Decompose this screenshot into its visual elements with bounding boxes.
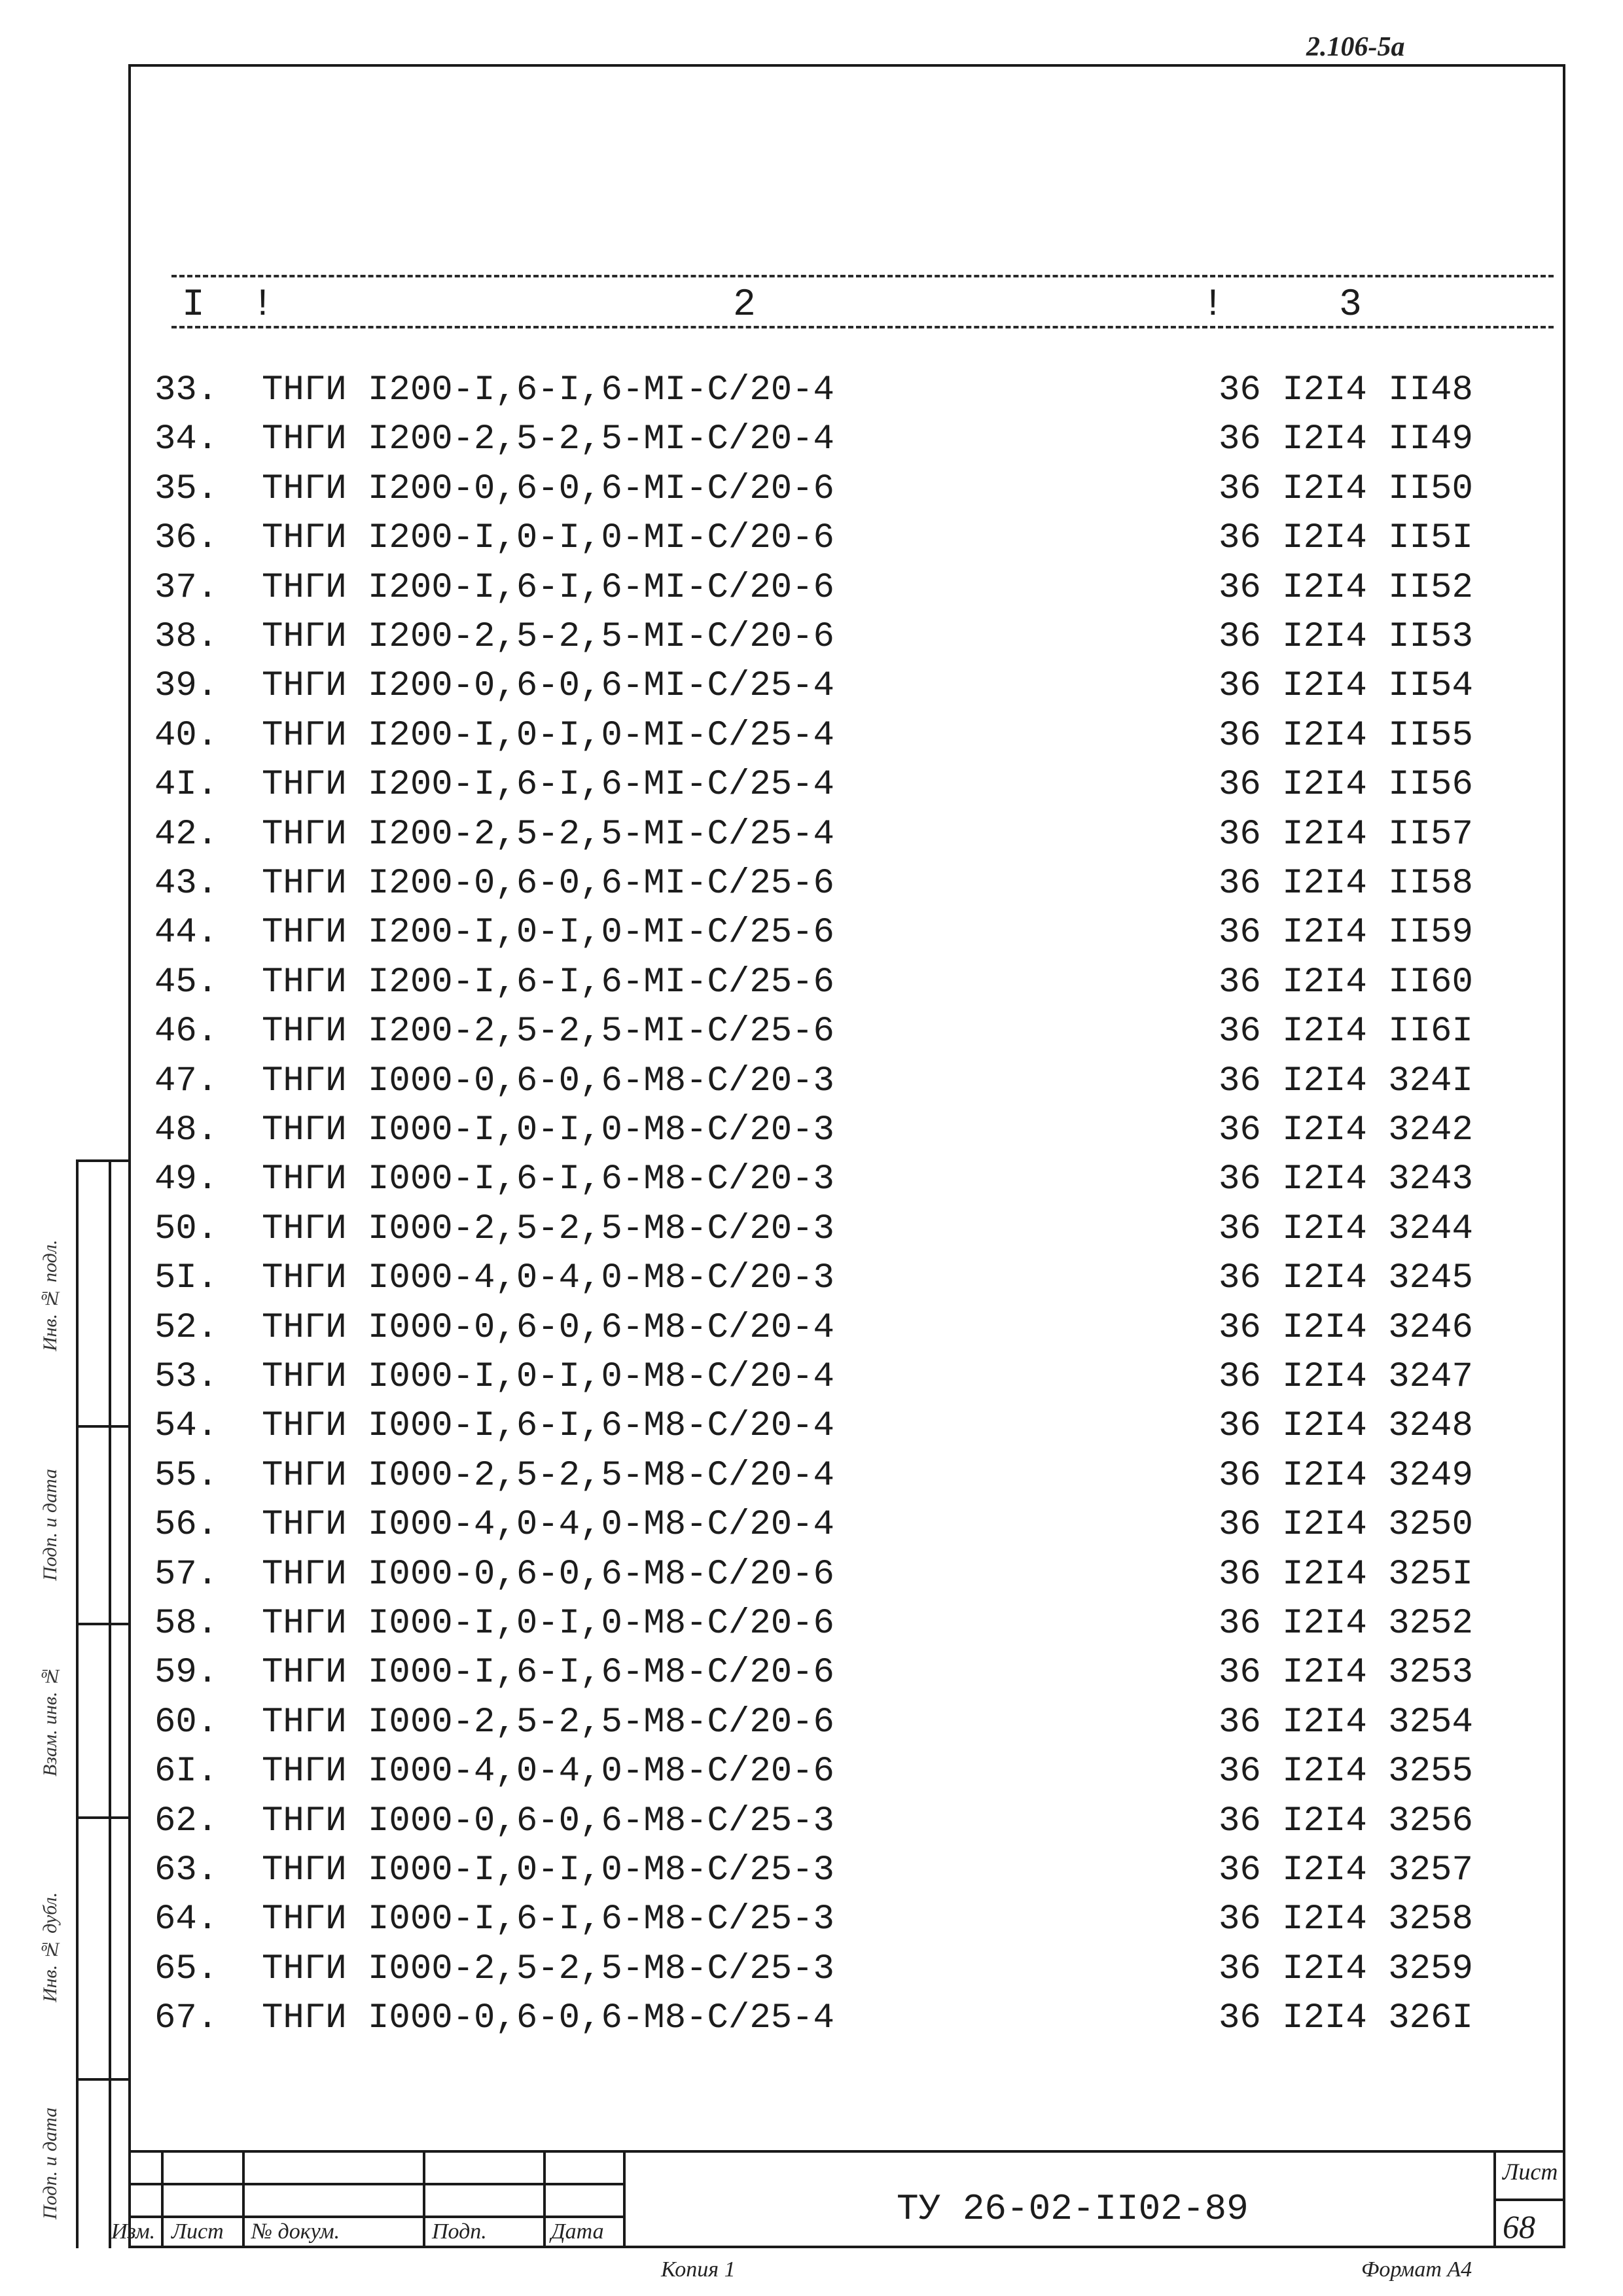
item-designation: ТНГИ I000-I,0-I,0-М8-С/25-3 [262,1850,834,1890]
table-row [0,1456,1623,1505]
row-number: 45. [154,962,219,1002]
item-designation: ТНГИ I000-4,0-4,0-М8-С/20-6 [262,1752,834,1792]
item-designation: ТНГИ I000-I,0-I,0-М8-С/20-6 [262,1604,834,1644]
item-code: 36 I2I4 3245 [1219,1258,1473,1299]
side-label-2: Подп. и дата [39,1468,61,1581]
item-code: 36 I2I4 II55 [1219,715,1473,756]
side-strip-top [76,1159,130,1162]
row-number: 53. [154,1357,219,1397]
item-code: 36 I2I4 II54 [1219,666,1473,707]
item-code: 36 I2I4 3246 [1219,1307,1473,1348]
item-designation: ТНГИ I200-2,5-2,5-МI-С/25-6 [262,1012,834,1052]
item-designation: ТНГИ I000-I,6-I,6-М8-С/20-6 [262,1653,834,1693]
item-code: 36 I2I4 3255 [1219,1752,1473,1792]
table-row [0,1604,1623,1653]
item-code: 36 I2I4 II60 [1219,962,1473,1002]
item-code: 36 I2I4 3247 [1219,1357,1473,1397]
item-code: 36 I2I4 II49 [1219,419,1473,460]
footer-right: Формат А4 [1361,2257,1472,2282]
item-designation: ТНГИ I200-2,5-2,5-МI-С/20-4 [262,419,834,460]
table-row [0,1209,1623,1258]
item-designation: ТНГИ I000-I,6-I,6-М8-С/20-3 [262,1159,834,1200]
row-number: 56. [154,1505,219,1545]
row-number: 54. [154,1406,219,1447]
table-row [0,1703,1623,1752]
item-code: 36 I2I4 II53 [1219,617,1473,657]
row-number: 48. [154,1110,219,1150]
table-row [0,518,1623,567]
item-designation: ТНГИ I000-I,0-I,0-М8-С/20-3 [262,1110,834,1150]
table-row [0,1850,1623,1899]
table-row [0,1653,1623,1702]
row-number: 35. [154,468,219,509]
column-1-header: I [182,284,205,327]
item-designation: ТНГИ I000-I,0-I,0-М8-С/20-4 [262,1357,834,1397]
table-row [0,765,1623,814]
row-number: 42. [154,814,219,855]
table-row [0,617,1623,666]
row-number: 33. [154,370,219,410]
item-designation: ТНГИ I000-4,0-4,0-М8-С/20-3 [262,1258,834,1299]
table-row [0,419,1623,468]
item-code: 36 I2I4 3250 [1219,1505,1473,1545]
row-number: 65. [154,1949,219,1989]
footer-left: Копия 1 [661,2257,736,2282]
table-row [0,815,1623,864]
row-number: 63. [154,1850,219,1890]
item-code: 36 I2I4 3254 [1219,1702,1473,1742]
title-block-row-1 [128,2183,623,2185]
item-designation: ТНГИ I200-I,6-I,6-МI-С/20-6 [262,567,834,608]
table-row [0,1505,1623,1554]
item-designation: ТНГИ I200-I,0-I,0-МI-С/25-4 [262,715,834,756]
sheet-cell-divider [1493,2199,1565,2201]
table-row [0,1159,1623,1209]
row-number: 5I. [154,1258,219,1299]
row-number: 46. [154,1012,219,1052]
row-number: 4I. [154,765,219,805]
table-row [0,1012,1623,1061]
row-number: 44. [154,913,219,953]
item-code: 36 I2I4 II58 [1219,864,1473,904]
title-block-row-2 [128,2216,623,2218]
sheet-number: 68 [1503,2208,1535,2245]
item-designation: ТНГИ I200-0,6-0,6-МI-С/25-4 [262,666,834,707]
side-strip-divider-2 [76,1623,130,1625]
item-code: 36 I2I4 3257 [1219,1850,1473,1890]
item-designation: ТНГИ I200-2,5-2,5-МI-С/25-4 [262,814,834,855]
side-label-5: Подп. и дата [39,2107,61,2219]
table-row [0,1899,1623,1949]
row-number: 39. [154,666,219,707]
item-designation: ТНГИ I200-I,6-I,6-МI-С/25-6 [262,962,834,1002]
stamp-label-signature: Подп. [432,2219,487,2244]
row-number: 58. [154,1604,219,1644]
side-strip-left-border [76,1159,79,2248]
stamp-label-change: Изм. [111,2219,156,2244]
item-designation: ТНГИ I000-0,6-0,6-М8-С/20-4 [262,1307,834,1348]
row-number: 67. [154,1998,219,2039]
header-top-rule [171,275,1554,277]
item-designation: ТНГИ I200-I,0-I,0-МI-С/20-6 [262,518,834,559]
table-row [0,370,1623,419]
table-row [0,1308,1623,1357]
item-designation: ТНГИ I000-I,6-I,6-М8-С/20-4 [262,1406,834,1447]
item-code: 36 I2I4 324I [1219,1061,1473,1101]
column-3-header: 3 [1339,284,1362,327]
column-2-header: 2 [733,284,756,327]
item-code: 36 I2I4 3244 [1219,1209,1473,1249]
item-designation: ТНГИ I000-4,0-4,0-М8-С/20-4 [262,1505,834,1545]
stamp-label-date: Дата [551,2219,604,2244]
title-block-col-2 [242,2150,245,2248]
item-code: 36 I2I4 3258 [1219,1899,1473,1940]
table-row [0,716,1623,765]
table-row [0,1752,1623,1801]
row-number: 6I. [154,1752,219,1792]
item-designation: ТНГИ I200-I,6-I,6-МI-С/25-4 [262,765,834,805]
side-strip-divider-4 [76,2078,130,2081]
table-row [0,1406,1623,1455]
row-number: 52. [154,1307,219,1348]
table-row [0,1061,1623,1110]
item-code: 36 I2I4 II57 [1219,814,1473,855]
item-designation: ТНГИ I000-0,6-0,6-М8-С/20-6 [262,1554,834,1595]
item-designation: ТНГИ I200-0,6-0,6-МI-С/20-6 [262,468,834,509]
sheet-label: Лист [1503,2159,1558,2185]
item-code: 36 I2I4 3256 [1219,1801,1473,1841]
item-code: 36 I2I4 326I [1219,1998,1473,2039]
item-code: 36 I2I4 II50 [1219,468,1473,509]
item-designation: ТНГИ I200-I,0-I,0-МI-С/25-6 [262,913,834,953]
item-code: 36 I2I4 3252 [1219,1604,1473,1644]
row-number: 43. [154,864,219,904]
item-code: 36 I2I4 II59 [1219,913,1473,953]
item-code: 36 I2I4 II56 [1219,765,1473,805]
table-row [0,864,1623,913]
item-code: 36 I2I4 3248 [1219,1406,1473,1447]
row-number: 37. [154,567,219,608]
item-code: 36 I2I4 3249 [1219,1455,1473,1496]
title-block-col-5 [623,2150,626,2248]
item-code: 36 I2I4 325I [1219,1554,1473,1595]
item-code: 36 I2I4 3243 [1219,1159,1473,1200]
column-separator-2: ! [1202,284,1224,327]
item-designation: ТНГИ I000-0,6-0,6-М8-С/25-3 [262,1801,834,1841]
item-code: 36 I2I4 3253 [1219,1653,1473,1693]
side-strip-divider-1 [76,1425,130,1428]
row-number: 60. [154,1702,219,1742]
item-code: 36 I2I4 II5I [1219,518,1473,559]
item-code: 36 I2I4 3242 [1219,1110,1473,1150]
table-row [0,1555,1623,1604]
column-separator-1: ! [251,284,274,327]
item-designation: ТНГИ I000-2,5-2,5-М8-С/20-6 [262,1702,834,1742]
item-code: 36 I2I4 II48 [1219,370,1473,410]
row-number: 47. [154,1061,219,1101]
stamp-label-sheet: Лист [171,2219,224,2244]
page-mark: 2.106-5a [1306,32,1405,62]
row-number: 59. [154,1653,219,1693]
side-label-4: Инв. № дубл. [39,1892,61,2003]
table-row [0,1801,1623,1850]
item-designation: ТНГИ I000-2,5-2,5-М8-С/20-3 [262,1209,834,1249]
document-code: ТУ 26-02-II02-89 [897,2188,1249,2230]
table-row [0,913,1623,962]
item-designation: ТНГИ I200-0,6-0,6-МI-С/25-6 [262,864,834,904]
row-number: 38. [154,617,219,657]
item-designation: ТНГИ I200-I,6-I,6-МI-С/20-4 [262,370,834,410]
side-label-3: Взам. инв. № [39,1665,61,1777]
row-number: 40. [154,715,219,756]
table-row [0,1357,1623,1406]
title-block-col-1 [161,2150,164,2248]
table-row [0,1258,1623,1307]
title-block-col-3 [423,2150,425,2248]
row-number: 64. [154,1899,219,1940]
side-label-1: Инв. № подл. [39,1239,61,1352]
row-number: 62. [154,1801,219,1841]
table-row [0,1110,1623,1159]
table-row [0,1949,1623,1998]
row-number: 55. [154,1455,219,1496]
item-code: 36 I2I4 3259 [1219,1949,1473,1989]
title-block-col-4 [543,2150,546,2248]
stamp-label-doc-number: № докум. [251,2219,340,2244]
side-strip-divider-3 [76,1816,130,1819]
side-strip-inner-border [109,1159,111,2248]
row-number: 36. [154,518,219,559]
item-designation: ТНГИ I000-I,6-I,6-М8-С/25-3 [262,1899,834,1940]
row-number: 49. [154,1159,219,1200]
item-code: 36 I2I4 II6I [1219,1012,1473,1052]
item-designation: ТНГИ I000-2,5-2,5-М8-С/25-3 [262,1949,834,1989]
table-row [0,568,1623,617]
row-number: 34. [154,419,219,460]
table-row [0,1998,1623,2047]
item-designation: ТНГИ I000-2,5-2,5-М8-С/20-4 [262,1455,834,1496]
row-number: 57. [154,1554,219,1595]
table-row [0,963,1623,1012]
item-designation: ТНГИ I000-0,6-0,6-М8-С/25-4 [262,1998,834,2039]
title-block-top [128,2150,1565,2153]
item-designation: ТНГИ I000-0,6-0,6-М8-С/20-3 [262,1061,834,1101]
table-row [0,666,1623,715]
row-number: 50. [154,1209,219,1249]
table-row [0,469,1623,518]
item-code: 36 I2I4 II52 [1219,567,1473,608]
item-designation: ТНГИ I200-2,5-2,5-МI-С/20-6 [262,617,834,657]
